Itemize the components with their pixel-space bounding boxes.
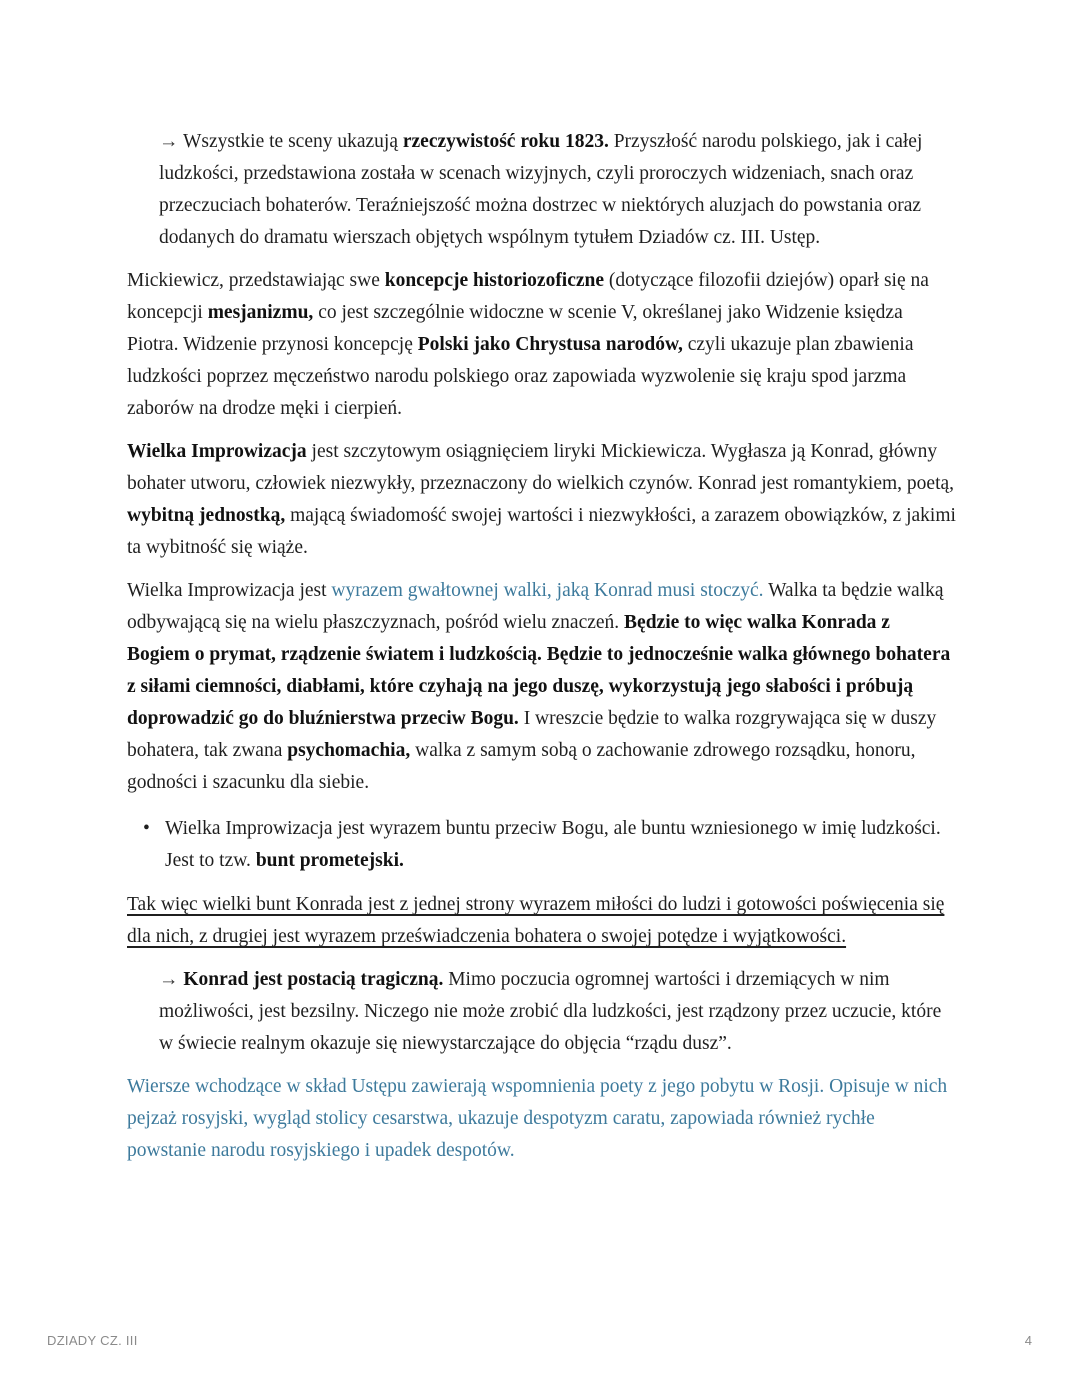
underlined-run: Tak więc wielki bunt Konrada jest z jednej strony wyrazem miłości do ludzi i gotowości poświęcenia się dla nich, z drugiej jest wyrazem przeświadczenia bohatera o swojej potędze i wyjątkowości.	[127, 894, 945, 947]
text-run: mającą świadomość swojej wartości i niezwykłości, a zarazem obowiązków, z jakimi ta wybitność się wiąże.	[127, 505, 956, 558]
bold-run: wybitną jednostką,	[127, 505, 286, 526]
text-run: Wielka Improwizacja jest	[127, 580, 332, 601]
text-run: Walka ta będzie walką odbywającą się na wielu płaszczyznach, pośród wielu znaczeń.	[127, 580, 944, 633]
highlighted-run: Wiersze wchodzące w skład Ustępu zawierają wspomnienia poety z jego pobytu w Rosji. Opisuje w nich pejzaż rosyjski, wygląd stolicy cesarstwa, ukazuje despotyzm caratu, zapowiada również rychłe powstanie narodu rosyjskiego i upadek despotów.	[127, 1076, 948, 1161]
bold-run: Wielka Improwizacja	[127, 441, 307, 462]
text-run: walka z samym sobą o zachowanie zdrowego rozsądku, honoru, godności i szacunku dla siebie.	[127, 740, 916, 793]
text-run: co jest szczególnie widoczne w scenie V, określanej jako Widzenie księdza Piotra. Widzenie przynosi koncepcję	[127, 302, 903, 355]
arrow-icon: →	[159, 131, 179, 152]
text-run: Mickiewicz, przedstawiając swe	[127, 270, 385, 291]
paragraph-great-improvisation	[127, 436, 957, 564]
page-number: 4	[1024, 1333, 1032, 1348]
bullet-icon: •	[143, 818, 150, 839]
bullet-list	[127, 813, 957, 877]
bold-run: koncepcje historiozoficzne	[384, 270, 605, 291]
paragraph-tragic-hero	[127, 964, 957, 1060]
text-run: (dotyczące filozofii dziejów) oparł się na koncepcji	[127, 270, 929, 323]
text-run: I wreszcie będzie to walka rozgrywająca się w duszy bohatera, tak zwana	[127, 708, 937, 761]
bold-run: Konrad jest postacią tragiczną.	[178, 969, 444, 990]
arrow-icon: →	[159, 969, 179, 990]
text-run: czyli ukazuje plan zbawienia ludzkości poprzez męczeństwo narodu polskiego oraz zapowiada wyzwolenie się kraju spod jarzma zaborów na drodze męki i cierpień.	[127, 334, 914, 419]
bold-run: psychomachia,	[287, 740, 411, 761]
text-run: Mimo poczucia ogromnej wartości i drzemiących w nim możliwości, jest bezsilny. Niczego nie może zrobić dla ludzkości, jest rządzony przez uczucie, które w świecie realnym okazuje się niewystarczające do objęcia “rządu dusz”.	[159, 969, 942, 1054]
bold-run: mesjanizmu,	[207, 302, 314, 323]
bold-run: Polski jako Chrystusa narodów,	[417, 334, 683, 355]
paragraph-reality-1823	[127, 126, 957, 254]
paragraph-rebellion-underlined	[127, 889, 957, 953]
list-item	[143, 813, 957, 877]
highlighted-run: wyrazem gwałtownej walki, jaką Konrad musi stoczyć.	[331, 580, 764, 601]
text-run: Wszystkie te sceny ukazują	[178, 131, 403, 152]
document-body	[127, 126, 957, 1167]
text-run: Wielka Improwizacja jest wyrazem buntu przeciw Bogu, ale buntu wzniesionego w imię ludzkości. Jest to tzw.	[165, 818, 941, 871]
paragraph-struggle	[127, 575, 957, 799]
text-run: jest szczytowym osiągnięciem liryki Mickiewicza. Wygłasza ją Konrad, główny bohater utworu, człowiek niezwykły, przeznaczony do wielkich czynów. Konrad jest romantykiem, poetą,	[127, 441, 955, 494]
paragraph-messianism	[127, 265, 957, 425]
footer-title: DZIADY CZ. III	[47, 1333, 138, 1348]
paragraph-ustep	[127, 1071, 957, 1167]
bold-run: rzeczywistość roku 1823.	[402, 131, 609, 152]
bold-run: Będzie to więc walka Konrada z Bogiem o prymat, rządzenie światem i ludzkością. Będzie to jednocześnie walka głównego bohatera z siłami ciemności, diabłami, które czyhają na jego duszę, wykorzystują jego słabości i próbują doprowadzić go do bluźnierstwa przeciw Bogu.	[127, 612, 951, 729]
bold-run: bunt prometejski.	[255, 850, 404, 871]
text-run: Przyszłość narodu polskiego, jak i całej ludzkości, przedstawiona została w scenach wizyjnych, czyli proroczych widzeniach, snach oraz przeczuciach bohaterów. Teraźniejszość można dostrzec w niektórych aluzjach do powstania oraz dodanych do dramatu wierszach objętych wspólnym tytułem Dziadów cz. III. Ustęp.	[159, 131, 923, 248]
